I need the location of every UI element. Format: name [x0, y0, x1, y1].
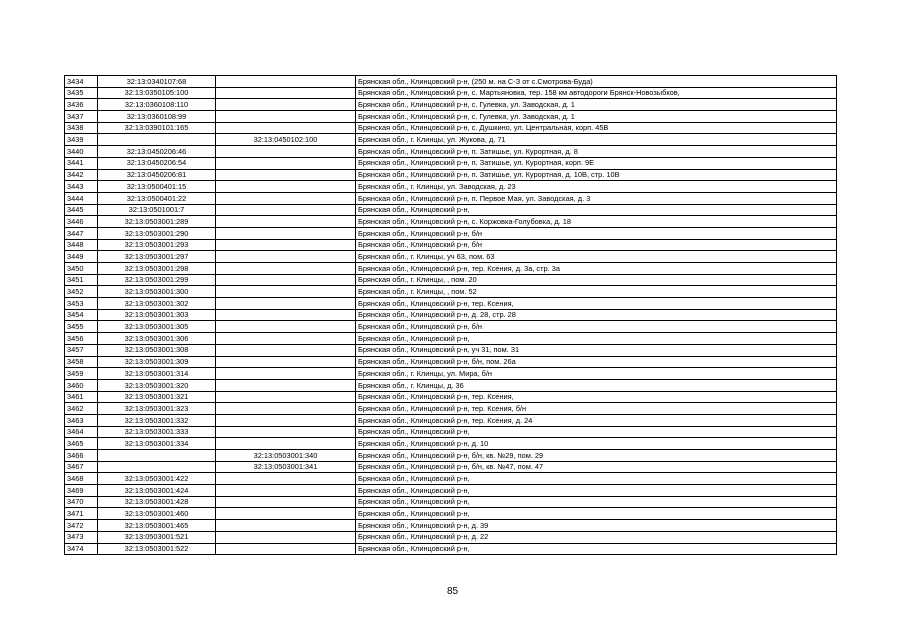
land-plot-table: [64, 75, 837, 555]
secondary-cadastral-number-cell: [216, 122, 356, 134]
cadastral-number-cell: 32:13:0360108:99: [98, 111, 216, 123]
secondary-cadastral-number-cell: [216, 531, 356, 543]
table-row: [65, 333, 837, 345]
cadastral-number-cell: 32:13:0503001:300: [98, 286, 216, 298]
table-row: [65, 87, 837, 99]
row-number-cell: 3450: [65, 263, 98, 275]
cadastral-number-cell: 32:13:0503001:314: [98, 368, 216, 380]
cadastral-number-cell: 32:13:0350105:100: [98, 87, 216, 99]
cadastral-number-cell: [98, 461, 216, 473]
address-cell: Брянская обл., Клинцовский р-н, п. Затишье, ул. Курортная, д. 10В, стр. 10В: [356, 169, 837, 181]
address-cell: Брянская обл., г. Клинцы, ул. Заводская, д. 23: [356, 181, 837, 193]
table-row: [65, 391, 837, 403]
cadastral-number-cell: 32:13:0500401:15: [98, 181, 216, 193]
secondary-cadastral-number-cell: [216, 192, 356, 204]
address-cell: Брянская обл., Клинцовский р-н, с. Гулевка, ул. Заводская, д. 1: [356, 111, 837, 123]
secondary-cadastral-number-cell: [216, 204, 356, 216]
address-cell: Брянская обл., Клинцовский р-н, с. Коржовка-Голубовка, д. 18: [356, 216, 837, 228]
secondary-cadastral-number-cell: [216, 508, 356, 520]
row-number-cell: 3449: [65, 251, 98, 263]
secondary-cadastral-number-cell: [216, 274, 356, 286]
cadastral-number-cell: 32:13:0501001:7: [98, 204, 216, 216]
address-cell: Брянская обл., Клинцовский р-н, тер. Ксения, д. 24: [356, 414, 837, 426]
table-row: [65, 99, 837, 111]
row-number-cell: 3459: [65, 368, 98, 380]
address-cell: Брянская обл., Клинцовский р-н, п. Затишье, ул. Курортная, д. 8: [356, 146, 837, 158]
row-number-cell: 3467: [65, 461, 98, 473]
row-number-cell: 3436: [65, 99, 98, 111]
row-number-cell: 3454: [65, 309, 98, 321]
table-row: [65, 286, 837, 298]
address-cell: Брянская обл., Клинцовский р-н,: [356, 508, 837, 520]
cadastral-number-cell: 32:13:0503001:333: [98, 426, 216, 438]
address-cell: Брянская обл., Клинцовский р-н, б/н, кв. №47, пом. 47: [356, 461, 837, 473]
table-row: [65, 356, 837, 368]
secondary-cadastral-number-cell: [216, 368, 356, 380]
table-row: [65, 192, 837, 204]
secondary-cadastral-number-cell: [216, 485, 356, 497]
address-cell: Брянская обл., Клинцовский р-н, уч 31, пом. 31: [356, 344, 837, 356]
row-number-cell: 3443: [65, 181, 98, 193]
cadastral-number-cell: 32:13:0503001:302: [98, 298, 216, 310]
row-number-cell: 3437: [65, 111, 98, 123]
address-cell: Брянская обл., Клинцовский р-н, д. 39: [356, 520, 837, 532]
row-number-cell: 3438: [65, 122, 98, 134]
address-cell: Брянская обл., Клинцовский р-н, б/н, кв. №29, пом. 29: [356, 450, 837, 462]
table-row: [65, 531, 837, 543]
row-number-cell: 3463: [65, 414, 98, 426]
address-cell: Брянская обл., Клинцовский р-н, с. Гулевка, ул. Заводская, д. 1: [356, 99, 837, 111]
address-cell: Брянская обл., Клинцовский р-н, тер. Ксения, б/н: [356, 403, 837, 415]
address-cell: Брянская обл., г. Клинцы, д. 36: [356, 379, 837, 391]
secondary-cadastral-number-cell: [216, 227, 356, 239]
row-number-cell: 3464: [65, 426, 98, 438]
row-number-cell: 3469: [65, 485, 98, 497]
row-number-cell: 3452: [65, 286, 98, 298]
secondary-cadastral-number-cell: [216, 473, 356, 485]
page-number: 85: [446, 586, 459, 597]
row-number-cell: 3447: [65, 227, 98, 239]
secondary-cadastral-number-cell: [216, 216, 356, 228]
cadastral-number-cell: 32:13:0503001:305: [98, 321, 216, 333]
table-row: [65, 298, 837, 310]
row-number-cell: 3455: [65, 321, 98, 333]
address-cell: Брянская обл., г. Клинцы, , пом. 52: [356, 286, 837, 298]
row-number-cell: 3474: [65, 543, 98, 555]
row-number-cell: 3466: [65, 450, 98, 462]
secondary-cadastral-number-cell: [216, 169, 356, 181]
address-cell: Брянская обл., Клинцовский р-н, тер. Ксения,: [356, 298, 837, 310]
table-row: [65, 414, 837, 426]
address-cell: Брянская обл., Клинцовский р-н,: [356, 333, 837, 345]
row-number-cell: 3444: [65, 192, 98, 204]
cadastral-number-cell: 32:13:0503001:293: [98, 239, 216, 251]
address-cell: Брянская обл., г. Клинцы, уч 63, пом. 63: [356, 251, 837, 263]
cadastral-number-cell: 32:13:0503001:428: [98, 496, 216, 508]
cadastral-number-cell: 32:13:0503001:299: [98, 274, 216, 286]
cadastral-number-cell: 32:13:0503001:308: [98, 344, 216, 356]
table-row: [65, 204, 837, 216]
table-row: [65, 496, 837, 508]
address-cell: Брянская обл., г. Клинцы, ул. Жукова, д. 71: [356, 134, 837, 146]
cadastral-number-cell: 32:13:0503001:290: [98, 227, 216, 239]
cadastral-number-cell: 32:13:0503001:297: [98, 251, 216, 263]
address-cell: Брянская обл., Клинцовский р-н, с. Душкино, ул. Центральная, корп. 45В: [356, 122, 837, 134]
secondary-cadastral-number-cell: [216, 520, 356, 532]
address-cell: Брянская обл., Клинцовский р-н, б/н: [356, 239, 837, 251]
cadastral-number-cell: [98, 134, 216, 146]
cadastral-number-cell: 32:13:0503001:309: [98, 356, 216, 368]
secondary-cadastral-number-cell: [216, 263, 356, 275]
table-row: [65, 122, 837, 134]
address-cell: Брянская обл., Клинцовский р-н,: [356, 496, 837, 508]
table-row: [65, 473, 837, 485]
address-cell: Брянская обл., г. Клинцы, , пом. 20: [356, 274, 837, 286]
cadastral-number-cell: 32:13:0503001:289: [98, 216, 216, 228]
row-number-cell: 3439: [65, 134, 98, 146]
secondary-cadastral-number-cell: [216, 181, 356, 193]
row-number-cell: 3468: [65, 473, 98, 485]
row-number-cell: 3472: [65, 520, 98, 532]
secondary-cadastral-number-cell: [216, 251, 356, 263]
table-row: [65, 251, 837, 263]
secondary-cadastral-number-cell: [216, 333, 356, 345]
row-number-cell: 3445: [65, 204, 98, 216]
cadastral-number-cell: 32:13:0503001:334: [98, 438, 216, 450]
table-row: [65, 76, 837, 88]
secondary-cadastral-number-cell: [216, 321, 356, 333]
table-row: [65, 111, 837, 123]
secondary-cadastral-number-cell: [216, 379, 356, 391]
row-number-cell: 3471: [65, 508, 98, 520]
address-cell: Брянская обл., Клинцовский р-н, п. Первое Мая, ул. Заводская, д. 3: [356, 192, 837, 204]
row-number-cell: 3441: [65, 157, 98, 169]
row-number-cell: 3434: [65, 76, 98, 88]
row-number-cell: 3456: [65, 333, 98, 345]
address-cell: Брянская обл., г. Клинцы, ул. Мира, б/н: [356, 368, 837, 380]
cadastral-number-cell: 32:13:0503001:521: [98, 531, 216, 543]
row-number-cell: 3473: [65, 531, 98, 543]
table-row: [65, 227, 837, 239]
secondary-cadastral-number-cell: [216, 146, 356, 158]
cadastral-number-cell: 32:13:0503001:298: [98, 263, 216, 275]
cadastral-number-cell: [98, 450, 216, 462]
cadastral-number-cell: 32:13:0450206:54: [98, 157, 216, 169]
secondary-cadastral-number-cell: 32:13:0503001:341: [216, 461, 356, 473]
table-row: [65, 485, 837, 497]
secondary-cadastral-number-cell: [216, 157, 356, 169]
table-row: [65, 520, 837, 532]
table-row: [65, 309, 837, 321]
cadastral-number-cell: 32:13:0503001:332: [98, 414, 216, 426]
secondary-cadastral-number-cell: [216, 111, 356, 123]
table-row: [65, 274, 837, 286]
table-row: [65, 134, 837, 146]
cadastral-number-cell: 32:13:0503001:323: [98, 403, 216, 415]
secondary-cadastral-number-cell: [216, 286, 356, 298]
cadastral-number-cell: 32:13:0390101:165: [98, 122, 216, 134]
table-row: [65, 146, 837, 158]
address-cell: Брянская обл., Клинцовский р-н,: [356, 473, 837, 485]
address-cell: Брянская обл., Клинцовский р-н,: [356, 204, 837, 216]
secondary-cadastral-number-cell: [216, 239, 356, 251]
secondary-cadastral-number-cell: [216, 298, 356, 310]
row-number-cell: 3470: [65, 496, 98, 508]
secondary-cadastral-number-cell: [216, 87, 356, 99]
row-number-cell: 3461: [65, 391, 98, 403]
secondary-cadastral-number-cell: [216, 403, 356, 415]
secondary-cadastral-number-cell: 32:13:0450102:100: [216, 134, 356, 146]
table-row: [65, 157, 837, 169]
cadastral-number-cell: 32:13:0500401:22: [98, 192, 216, 204]
secondary-cadastral-number-cell: 32:13:0503001:340: [216, 450, 356, 462]
address-cell: Брянская обл., Клинцовский р-н,: [356, 485, 837, 497]
table-row: [65, 181, 837, 193]
secondary-cadastral-number-cell: [216, 438, 356, 450]
address-cell: Брянская обл., Клинцовский р-н, д. 28, стр. 28: [356, 309, 837, 321]
secondary-cadastral-number-cell: [216, 496, 356, 508]
address-cell: Брянская обл., Клинцовский р-н, б/н: [356, 227, 837, 239]
secondary-cadastral-number-cell: [216, 356, 356, 368]
row-number-cell: 3435: [65, 87, 98, 99]
row-number-cell: 3453: [65, 298, 98, 310]
table-row: [65, 426, 837, 438]
row-number-cell: 3460: [65, 379, 98, 391]
address-cell: Брянская обл., Клинцовский р-н, тер. Ксения, д. 3а, стр. 3а: [356, 263, 837, 275]
cadastral-number-cell: 32:13:0503001:306: [98, 333, 216, 345]
address-cell: Брянская обл., Клинцовский р-н, с. Мартьяновка, тер. 158 км автодороги Брянск-Новозыбков,: [356, 87, 837, 99]
row-number-cell: 3442: [65, 169, 98, 181]
table-row: [65, 508, 837, 520]
table-row: [65, 263, 837, 275]
secondary-cadastral-number-cell: [216, 99, 356, 111]
secondary-cadastral-number-cell: [216, 344, 356, 356]
cadastral-number-cell: 32:13:0503001:522: [98, 543, 216, 555]
row-number-cell: 3440: [65, 146, 98, 158]
address-cell: Брянская обл., Клинцовский р-н, тер. Ксения,: [356, 391, 837, 403]
cadastral-number-cell: 32:13:0503001:303: [98, 309, 216, 321]
row-number-cell: 3457: [65, 344, 98, 356]
cadastral-number-cell: 32:13:0503001:422: [98, 473, 216, 485]
table-row: [65, 543, 837, 555]
table-row: [65, 438, 837, 450]
cadastral-number-cell: 32:13:0450206:81: [98, 169, 216, 181]
row-number-cell: 3458: [65, 356, 98, 368]
secondary-cadastral-number-cell: [216, 391, 356, 403]
table-row: [65, 321, 837, 333]
cadastral-number-cell: 32:13:0503001:460: [98, 508, 216, 520]
table-row: [65, 368, 837, 380]
cadastral-number-cell: 32:13:0503001:465: [98, 520, 216, 532]
cadastral-number-cell: 32:13:0450206:46: [98, 146, 216, 158]
address-cell: Брянская обл., Клинцовский р-н, д. 22: [356, 531, 837, 543]
address-cell: Брянская обл., Клинцовский р-н, п. Затишье, ул. Курортная, корп. 9Е: [356, 157, 837, 169]
cadastral-number-cell: 32:13:0503001:321: [98, 391, 216, 403]
address-cell: Брянская обл., Клинцовский р-н, б/н, пом. 26а: [356, 356, 837, 368]
table-row: [65, 169, 837, 181]
row-number-cell: 3446: [65, 216, 98, 228]
secondary-cadastral-number-cell: [216, 543, 356, 555]
secondary-cadastral-number-cell: [216, 309, 356, 321]
table-row: [65, 239, 837, 251]
address-cell: Брянская обл., Клинцовский р-н, (250 м. на С-З от с.Смотрова-Буда): [356, 76, 837, 88]
cadastral-number-cell: 32:13:0503001:320: [98, 379, 216, 391]
table-row: [65, 344, 837, 356]
cadastral-number-cell: 32:13:0360108:110: [98, 99, 216, 111]
secondary-cadastral-number-cell: [216, 76, 356, 88]
cadastral-number-cell: 32:13:0503001:424: [98, 485, 216, 497]
address-cell: Брянская обл., Клинцовский р-н, б/н: [356, 321, 837, 333]
cadastral-number-cell: 32:13:0340107:68: [98, 76, 216, 88]
address-cell: Брянская обл., Клинцовский р-н,: [356, 543, 837, 555]
address-cell: Брянская обл., Клинцовский р-н,: [356, 426, 837, 438]
table-row: [65, 461, 837, 473]
row-number-cell: 3465: [65, 438, 98, 450]
table-row: [65, 216, 837, 228]
table-row: [65, 450, 837, 462]
secondary-cadastral-number-cell: [216, 414, 356, 426]
table-row: [65, 379, 837, 391]
address-cell: Брянская обл., Клинцовский р-н, д. 10: [356, 438, 837, 450]
table-row: [65, 403, 837, 415]
row-number-cell: 3451: [65, 274, 98, 286]
secondary-cadastral-number-cell: [216, 426, 356, 438]
row-number-cell: 3448: [65, 239, 98, 251]
row-number-cell: 3462: [65, 403, 98, 415]
table-body: [65, 76, 837, 555]
